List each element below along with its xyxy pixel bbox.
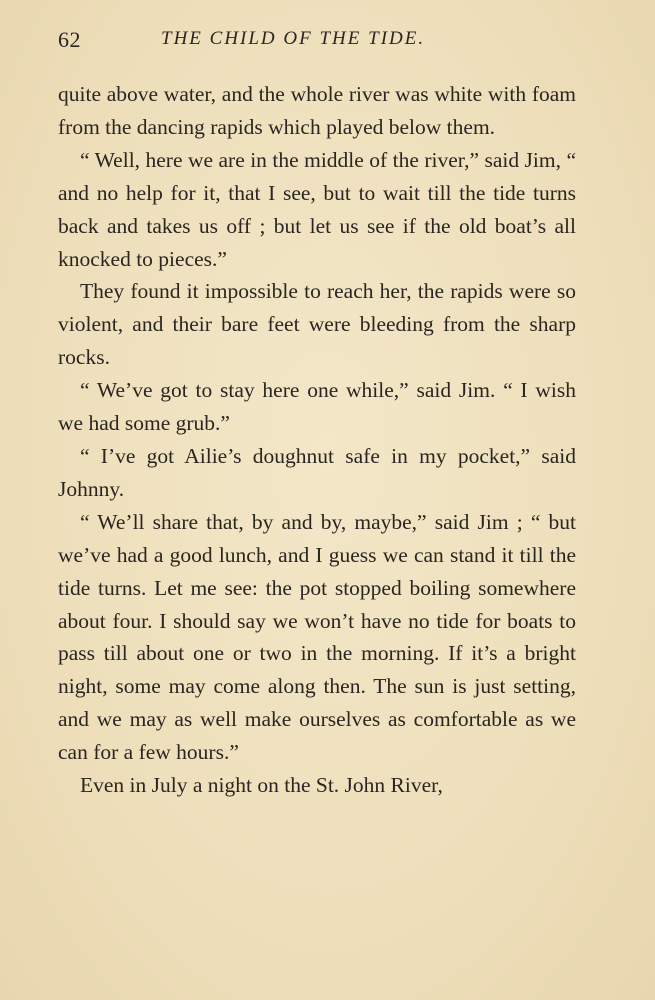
paragraph: Even in July a night on the St. John River, [80,773,443,798]
paragraph: “ We’ll share that, by and by, maybe,” said Jim ; “ but we’ve had a good lunch, and I guess we can stand it till the tide turns. Let me see: the pot stopped boiling somewhere about four. I should say we won’t have no tide for boats to pass till about one or two in the morning. If it’s a bright night, some may come along then. The sun is just setting, and we may as well make ourselves as comfortable as we can for a few hours.” [58,509,576,765]
body-text [58,78,576,802]
paragraph: They found it impossible to reach her, the rapids were so violent, and their bare feet were bleeding from the sharp rocks. [58,279,576,370]
paragraph: “ Well, here we are in the middle of the river,” said Jim, “ and no help for it, that I see, but to wait till the tide turns back and takes us off ; but let us see if the old boat’s all knocked to pieces.” [58,147,576,271]
paragraph: “ I’ve got Ailie’s doughnut safe in my pocket,” said Johnny. [58,443,576,501]
page-number: 62 [58,27,81,52]
paragraph: “ We’ve got to stay here one while,” said Jim. “ I wish we had some grub.” [58,378,576,436]
running-head: THE CHILD OF THE TIDE. [161,28,426,49]
page-header [58,27,578,57]
paragraph-continuation: quite above water, and the whole river was white with foam from the dancing rapids which played below them. [58,82,576,139]
